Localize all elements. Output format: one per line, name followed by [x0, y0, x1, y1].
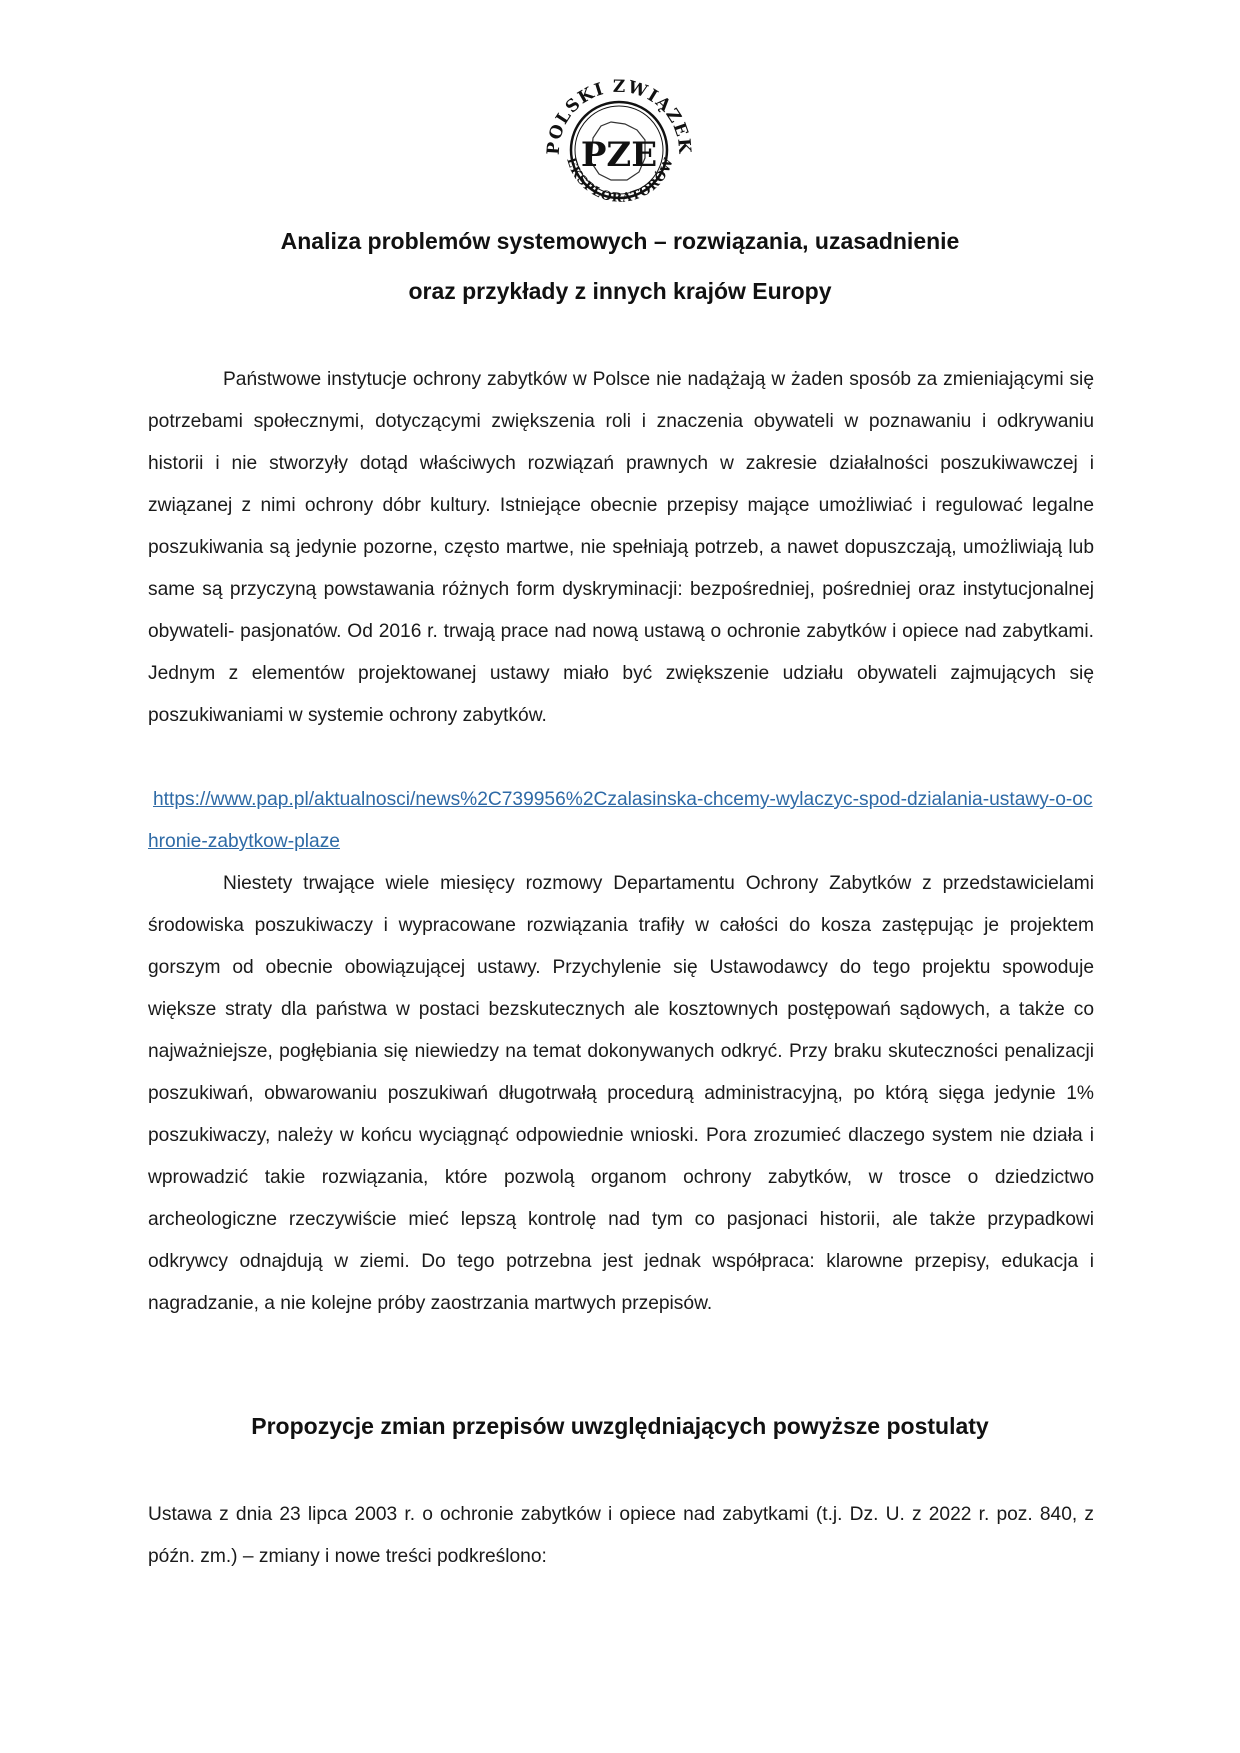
- paragraph-act-reference: Ustawa z dnia 23 lipca 2003 r. o ochronie zabytków i opiece nad zabytkami (t.j. Dz. U. z 2022 r. poz. 840, z późn. zm.) – zmiany i nowe treści podkreślono:: [148, 1504, 1094, 1567]
- document-title-line-2: oraz przykłady z innych krajów Europy: [408, 278, 832, 304]
- logo-arc-bottom-text: EKSPLORATORÓW: [564, 155, 677, 205]
- paragraph-consequences: Niestety trwające wiele miesięcy rozmowy Departamentu Ochrony Zabytków z przedstawicielami środowiska poszukiwaczy i wypracowane rozwiązania trafiły w całości do kosza zastępując je projektem gorszym od obecnie obowiązującej ustawy. Przychylenie się Ustawodawcy do tego projektu spowoduje większe straty dla państwa w postaci bezskutecznych ale kosztownych postępowań sądowych, a także co najważniejsze, pogłębiania się niewiedzy na temat dokonywanych odkryć. Przy braku skuteczności penalizacji poszukiwań, obwarowaniu poszukiwań długotrwałą procedurą administracyjną, po którą sięga jedynie 1% poszukiwaczy, należy w końcu wyciągnąć odpowiednie wnioski. Pora zrozumieć dlaczego system nie działa i wprowadzić takie rozwiązania, które pozwolą organom ochrony zabytków, w trosce o dziedzictwo archeologiczne rzeczywiście mieć lepszą kontrolę nad tym co pasjonaci historii, ale także przypadkowi odkrywcy odnajdują w ziemi. Do tego potrzebna jest jednak współpraca: klarowne przepisy, edukacja i nagradzanie, a nie kolejne próby zaostrzania martwych przepisów.: [148, 873, 1094, 1314]
- logo-arc-top-text: POLSKI ZWIĄZEK: [543, 76, 695, 156]
- document-title-line-1: Analiza problemów systemowych – rozwiązania, uzasadnienie: [280, 228, 960, 254]
- paragraph-intro: Państwowe instytucje ochrony zabytków w Polsce nie nadążają w żaden sposób za zmieniającymi się potrzebami społecznymi, dotyczącymi zwiększenia roli i znaczenia obywateli w poznawaniu i odkrywaniu historii i nie stworzyły dotąd właściwych rozwiązań prawnych w zakresie działalności poszukiwawczej i związanej z nimi ochrony dóbr kultury. Istniejące obecnie przepisy mające umożliwiać i regulować legalne poszukiwania są jedynie pozorne, często martwe, nie spełniają potrzeb, a nawet dopuszczają, umożliwiają lub same są przyczyną powstawania różnych form dyskryminacji: bezpośredniej, pośredniej oraz instytucjonalnej obywateli- pasjonatów. Od 2016 r. trwają prace nad nową ustawą o ochronie zabytków i opiece nad zabytkami. Jednym z elementów projektowanej ustawy miało być zwiększenie udziału obywateli zajmujących się poszukiwaniami w systemie ochrony zabytków.: [148, 369, 1094, 726]
- pze-logo-seal: [541, 74, 697, 224]
- logo-monogram: PZE: [580, 135, 658, 175]
- source-link[interactable]: https://www.pap.pl/aktualnosci/news%2C739956%2Czalasinska-chcemy-wylaczyc-spod-dzialania-ustawy-o-ochronie-zabytkow-plaze: [148, 789, 1093, 852]
- section-heading-proposals: Propozycje zmian przepisów uwzględniających powyższe postulaty: [251, 1413, 989, 1439]
